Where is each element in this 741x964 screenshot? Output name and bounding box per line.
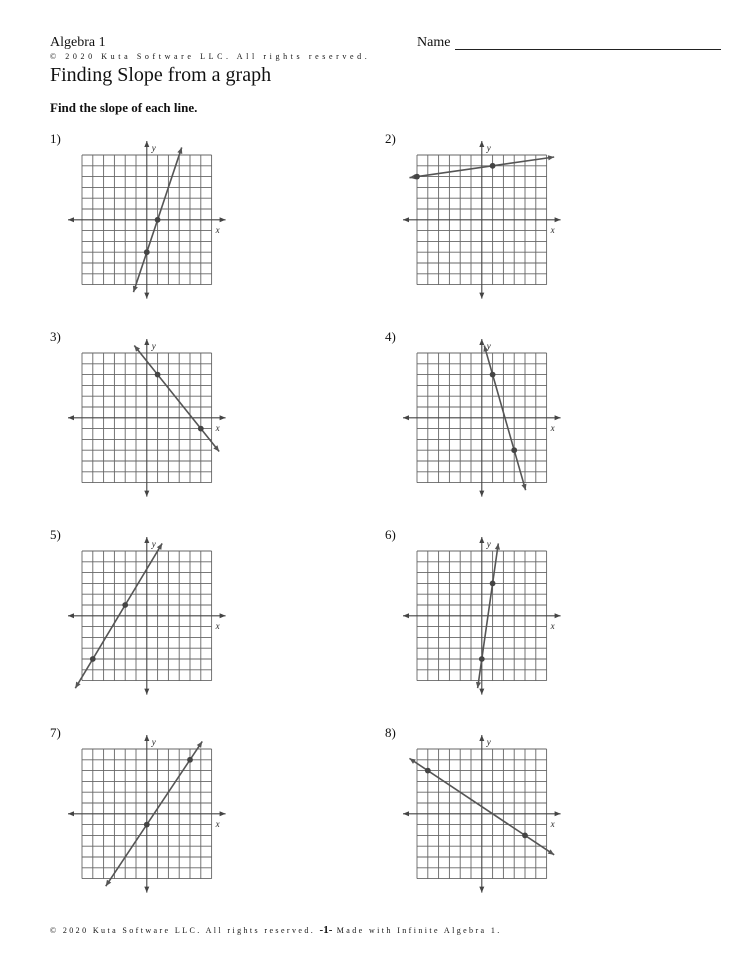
problem-number: 4) <box>385 329 396 344</box>
y-axis-arrow-down <box>144 491 149 497</box>
y-axis-label: y <box>151 143 156 153</box>
x-axis-arrow-left <box>68 613 74 618</box>
x-axis-arrow-left <box>68 217 74 222</box>
x-axis-arrow-left <box>68 415 74 420</box>
x-axis-arrow-right <box>555 811 561 816</box>
coordinate-graph <box>401 535 563 697</box>
problem-number: 5) <box>50 527 61 542</box>
x-axis-label: x <box>550 224 555 235</box>
y-axis-arrow-down <box>479 887 484 893</box>
plotted-point <box>490 163 496 169</box>
problem-number: 8) <box>385 725 396 740</box>
line-arrowhead <box>521 484 526 490</box>
worksheet-title: Finding Slope from a graph <box>50 64 272 86</box>
y-axis-label: y <box>151 737 156 747</box>
footer-copyright: © 2020 Kuta Software LLC. All rights reserved. <box>50 926 316 935</box>
x-axis-arrow-left <box>403 613 409 618</box>
plotted-point <box>144 822 150 828</box>
copyright-notice: © 2020 Kuta Software LLC. All rights reserved. <box>50 52 371 61</box>
plotted-point <box>511 447 517 453</box>
x-axis-label: x <box>215 818 220 829</box>
problem-number: 6) <box>385 527 396 542</box>
name-input-line[interactable] <box>455 49 721 50</box>
coordinate-graph <box>66 535 228 697</box>
y-axis-arrow-down <box>479 491 484 497</box>
x-axis-label: x <box>550 818 555 829</box>
plotted-point <box>144 249 150 255</box>
y-axis-arrow-up <box>144 339 149 345</box>
y-axis-label: y <box>151 341 156 351</box>
x-axis-arrow-left <box>403 217 409 222</box>
x-axis-arrow-right <box>220 415 226 420</box>
coordinate-graph <box>401 139 563 301</box>
x-axis-arrow-left <box>68 811 74 816</box>
y-axis-arrow-up <box>479 141 484 147</box>
x-axis-arrow-right <box>220 811 226 816</box>
y-axis-arrow-down <box>144 293 149 299</box>
x-axis-label: x <box>550 620 555 631</box>
y-axis-label: y <box>486 737 491 747</box>
y-axis-arrow-up <box>479 537 484 543</box>
line-arrowhead <box>133 286 138 293</box>
plotted-point <box>425 768 431 774</box>
x-axis-label: x <box>215 620 220 631</box>
x-axis-arrow-right <box>220 613 226 618</box>
y-axis-label: y <box>151 539 156 549</box>
problem-number: 3) <box>50 329 61 344</box>
plotted-point <box>187 757 193 763</box>
plotted-point <box>490 581 496 587</box>
course-name: Algebra 1 <box>50 35 106 50</box>
y-axis-arrow-up <box>479 735 484 741</box>
plotted-point <box>155 217 161 223</box>
x-axis-arrow-right <box>555 217 561 222</box>
plotted-point <box>90 656 96 662</box>
problem-number: 2) <box>385 131 396 146</box>
x-axis-arrow-right <box>220 217 226 222</box>
plotted-point <box>414 174 420 180</box>
x-axis-arrow-left <box>403 811 409 816</box>
y-axis-arrow-up <box>144 735 149 741</box>
y-axis-arrow-down <box>479 293 484 299</box>
y-axis-arrow-up <box>479 339 484 345</box>
x-axis-arrow-left <box>403 415 409 420</box>
y-axis-arrow-up <box>144 141 149 147</box>
y-axis-label: y <box>486 539 491 549</box>
coordinate-graph <box>66 139 228 301</box>
coordinate-graph <box>66 733 228 895</box>
x-axis-arrow-right <box>555 415 561 420</box>
coordinate-graph <box>401 337 563 499</box>
y-axis-label: y <box>486 143 491 153</box>
y-axis-arrow-down <box>479 689 484 695</box>
x-axis-label: x <box>550 422 555 433</box>
page-number: -1- <box>319 924 333 936</box>
footer-credit: Made with Infinite Algebra 1. <box>336 926 502 935</box>
plotted-point <box>122 602 128 608</box>
x-axis-label: x <box>215 224 220 235</box>
plotted-point <box>155 372 161 378</box>
x-axis-label: x <box>215 422 220 433</box>
plotted-point <box>490 372 496 378</box>
line-arrowhead <box>177 147 182 154</box>
plotted-point <box>479 656 485 662</box>
instructions: Find the slope of each line. <box>50 100 198 115</box>
plotted-point <box>198 426 204 432</box>
name-label: Name <box>417 35 451 50</box>
y-axis-label: y <box>486 341 491 351</box>
coordinate-graph <box>66 337 228 499</box>
x-axis-arrow-right <box>555 613 561 618</box>
y-axis-arrow-up <box>144 537 149 543</box>
problem-number: 1) <box>50 131 61 146</box>
y-axis-arrow-down <box>144 887 149 893</box>
coordinate-graph <box>401 733 563 895</box>
footer <box>50 924 502 936</box>
y-axis-arrow-down <box>144 689 149 695</box>
plotted-point <box>522 833 528 839</box>
problem-number: 7) <box>50 725 61 740</box>
